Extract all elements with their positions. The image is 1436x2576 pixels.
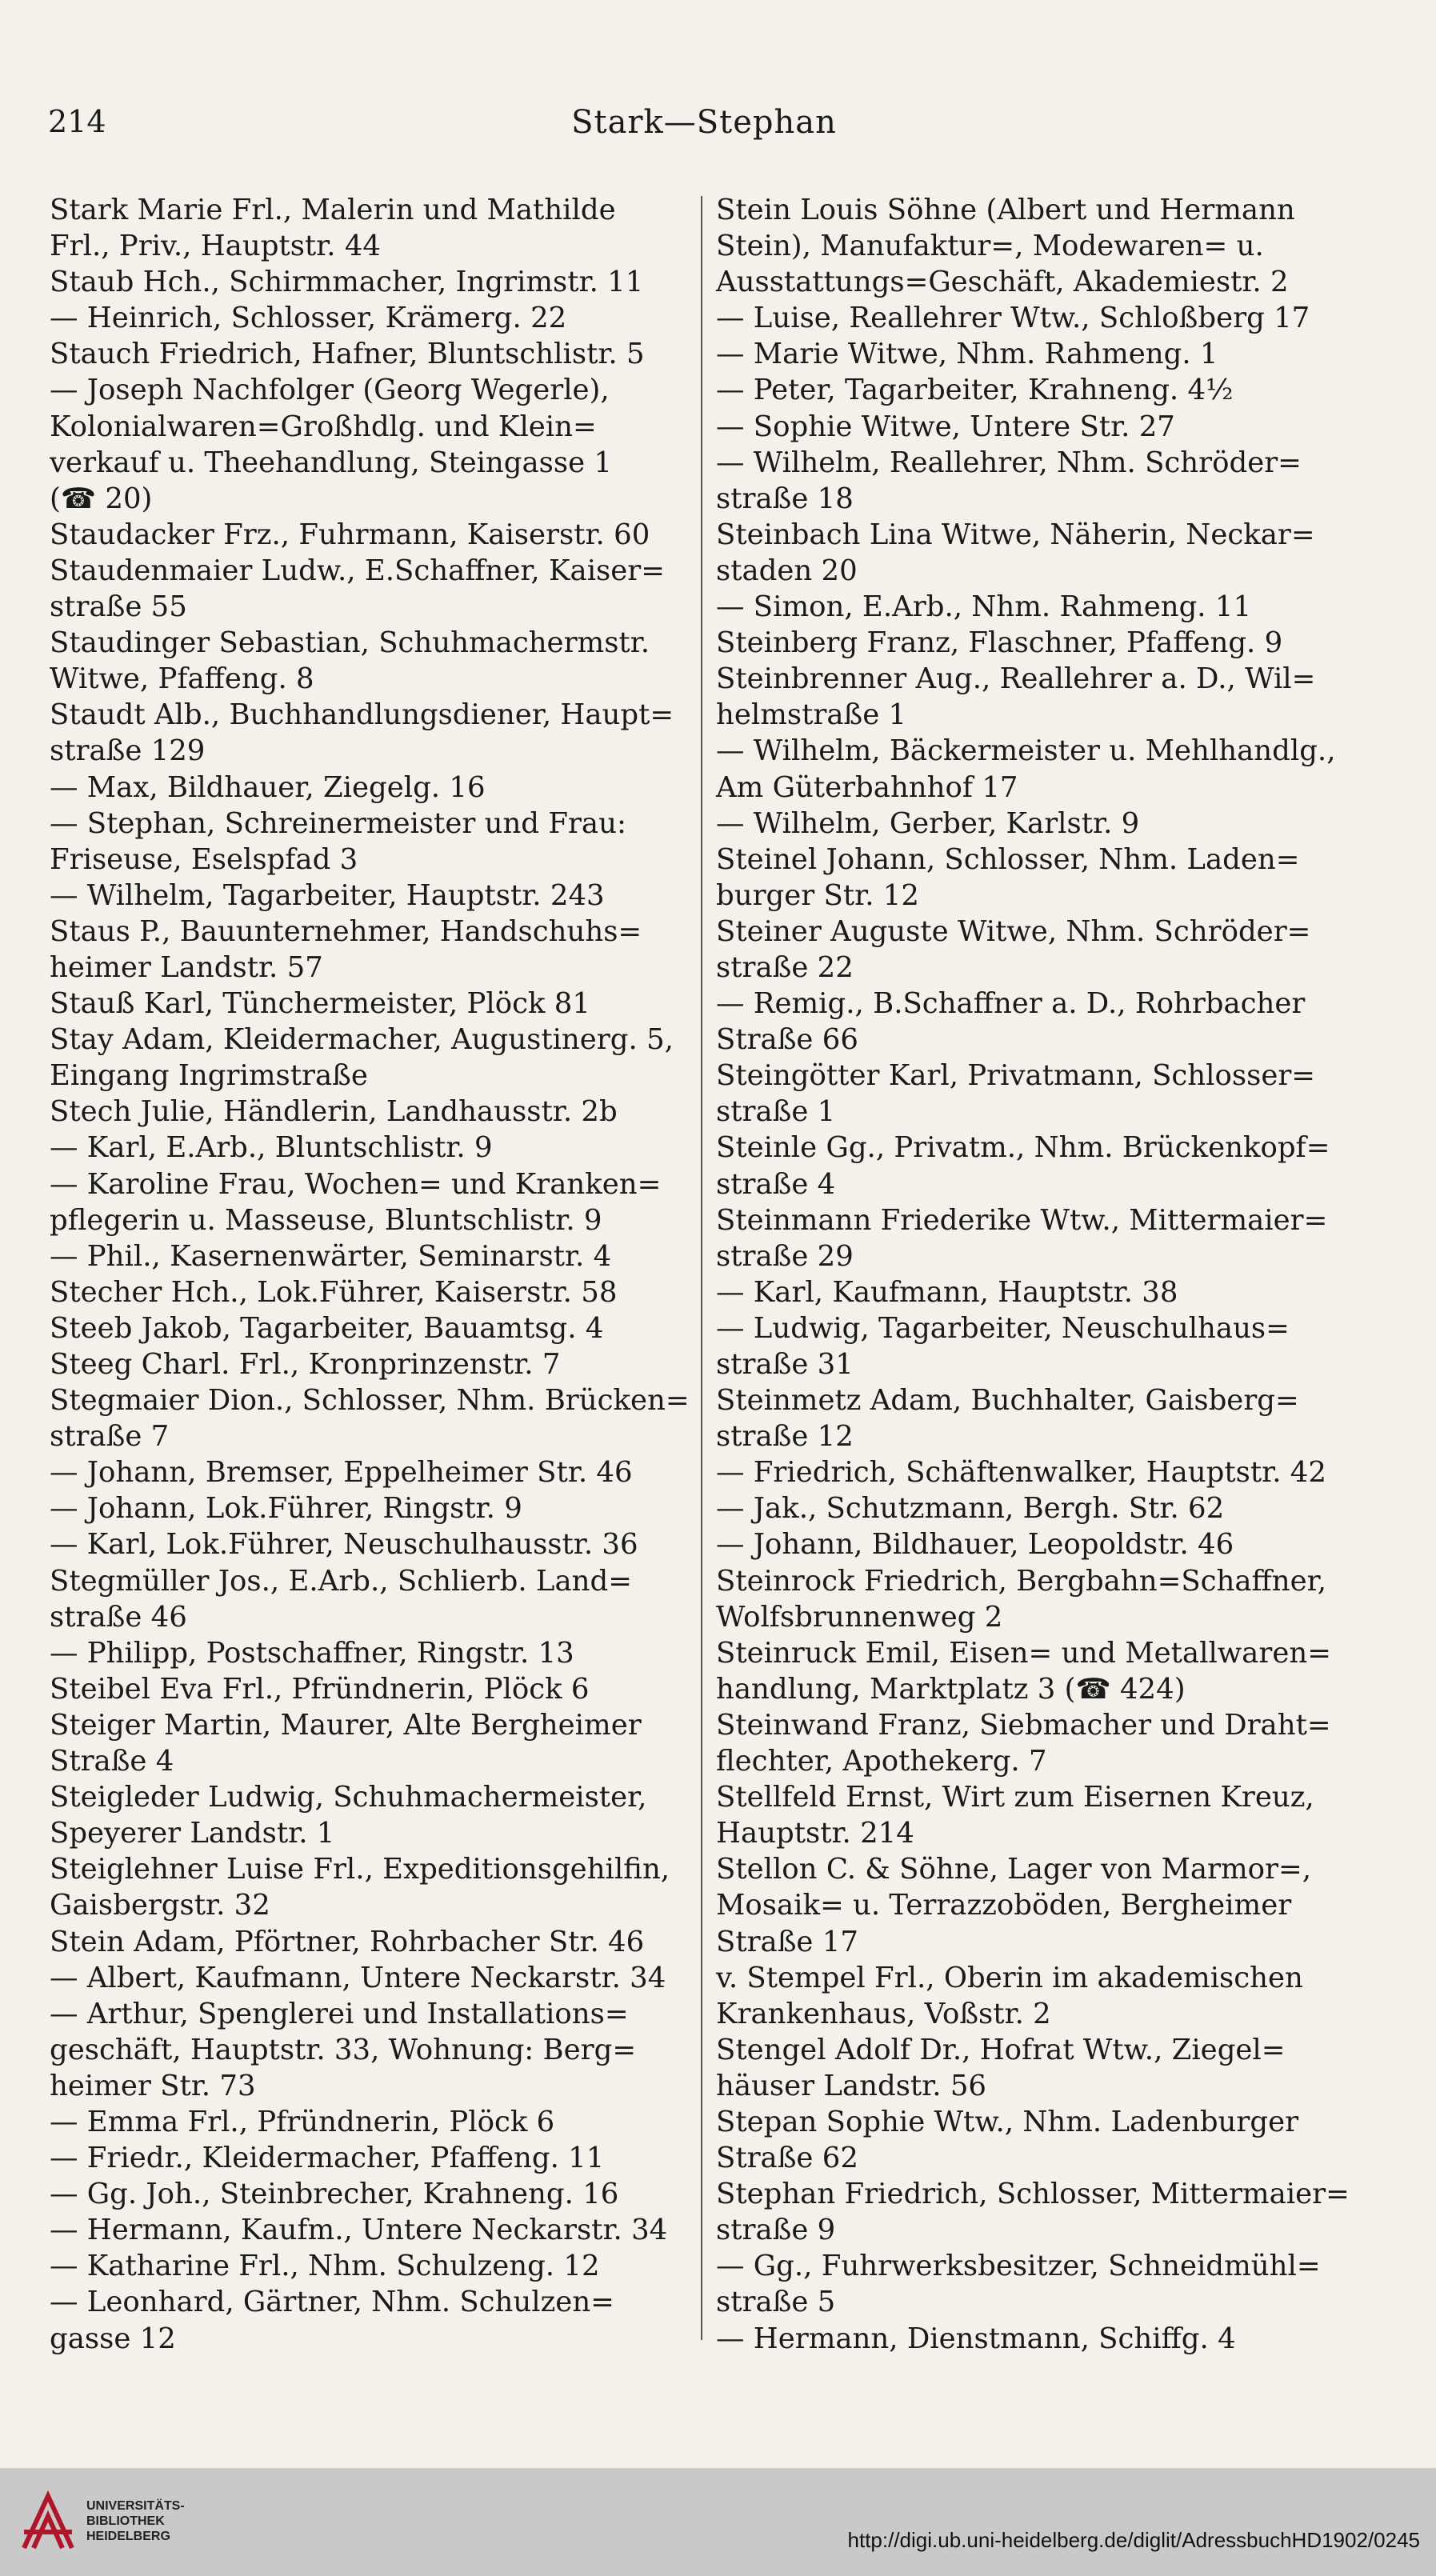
- directory-entry: [716, 1130, 1356, 1202]
- entry-line: handlung, Marktplatz 3 (☎ 424): [716, 1672, 1186, 1706]
- entry-line: — Peter, Tagarbeiter, Krahneng. 4½: [716, 374, 1234, 407]
- entry-line: Steinmann Friederike Wtw., Mittermaier=: [716, 1203, 1328, 1237]
- university-logo-icon: [16, 2484, 80, 2560]
- directory-entry: [716, 2104, 1356, 2176]
- entry-line: Staudacker Frz., Fuhrmann, Kaiserstr. 60: [50, 518, 650, 551]
- entry-line: staden 20: [716, 554, 858, 587]
- directory-entry: [716, 300, 1356, 336]
- directory-entry: [50, 1382, 690, 1454]
- entry-line: Steinel Johann, Schlosser, Nhm. Laden=: [716, 842, 1300, 876]
- entry-line: Staudenmaier Ludw., E.Schaffner, Kaiser=: [50, 554, 665, 587]
- entry-line: — Karl, Kaufmann, Hauptstr. 38: [716, 1275, 1178, 1309]
- entry-line: häuser Landstr. 56: [716, 2069, 986, 2102]
- entry-line: — Friedrich, Schäftenwalker, Hauptstr. 42: [716, 1456, 1326, 1490]
- directory-entry: [50, 1130, 690, 1166]
- entry-line: Am Güterbahnhof 17: [716, 770, 1018, 804]
- directory-entry: [50, 1274, 690, 1310]
- entry-line: Stein Louis Söhne (Albert und Hermann: [716, 194, 1295, 226]
- entry-line: geschäft, Hauptstr. 33, Wohnung: Berg=: [50, 2033, 637, 2066]
- directory-entry: [716, 1526, 1356, 1562]
- entry-line: — Joseph Nachfolger (Georg Wegerle),: [50, 374, 610, 407]
- directory-entry: [716, 445, 1356, 517]
- directory-entry: [50, 1310, 690, 1346]
- entry-line: straße 1: [716, 1095, 836, 1129]
- directory-entry: [50, 192, 690, 264]
- entry-line: Stellfeld Ernst, Wirt zum Eisernen Kreuz,: [716, 1781, 1314, 1814]
- directory-entry: [50, 1490, 690, 1526]
- entry-line: straße 55: [50, 590, 187, 624]
- entry-line: straße 12: [716, 1420, 854, 1454]
- directory-entry: [50, 1851, 690, 1923]
- running-head: Stark—Stephan: [571, 104, 837, 141]
- entry-line: Stark Marie Frl., Malerin und Mathilde: [50, 194, 616, 226]
- directory-entry: [716, 192, 1356, 300]
- library-name: [86, 2498, 185, 2544]
- library-name-line: UNIVERSITÄTS-: [86, 2499, 185, 2513]
- entry-line: — Johann, Bildhauer, Leopoldstr. 46: [716, 1528, 1234, 1562]
- entry-line: burger Str. 12: [716, 878, 919, 912]
- entry-line: helmstraße 1: [716, 698, 907, 732]
- directory-entry: [50, 878, 690, 914]
- directory-entry: [50, 1238, 690, 1274]
- directory-entry: [50, 2104, 690, 2140]
- directory-entry: [50, 914, 690, 986]
- directory-entry: [716, 2176, 1356, 2248]
- directory-entry: [716, 1058, 1356, 1130]
- entry-line: Speyerer Landstr. 1: [50, 1817, 335, 1850]
- directory-entry: [50, 697, 690, 769]
- entry-line: — Emma Frl., Pfründnerin, Plöck 6: [50, 2105, 555, 2138]
- entry-line: — Karl, E.Arb., Bluntschlistr. 9: [50, 1131, 493, 1165]
- entry-line: Straße 66: [716, 1023, 858, 1057]
- entry-line: — Simon, E.Arb., Nhm. Rahmeng. 11: [716, 590, 1252, 624]
- entry-line: Stepan Sophie Wtw., Nhm. Ladenburger: [716, 2105, 1299, 2138]
- directory-entry: [50, 264, 690, 300]
- directory-entry: [716, 661, 1356, 733]
- directory-entry: [716, 2248, 1356, 2320]
- directory-entry: [716, 2321, 1356, 2357]
- footer-bar: [0, 2468, 1436, 2576]
- entry-line: — Friedr., Kleidermacher, Pfaffeng. 11: [50, 2142, 605, 2175]
- directory-entry: [716, 842, 1356, 914]
- directory-entry: [716, 1310, 1356, 1382]
- entry-line: Staudt Alb., Buchhandlungsdiener, Haupt=: [50, 698, 674, 732]
- entry-line: Stecher Hch., Lok.Führer, Kaiserstr. 58: [50, 1275, 618, 1309]
- directory-entry: [716, 733, 1356, 805]
- directory-entry: [50, 806, 690, 878]
- directory-entry: [716, 1563, 1356, 1635]
- entry-line: — Johann, Bremser, Eppelheimer Str. 46: [50, 1456, 633, 1490]
- entry-line: straße 4: [716, 1167, 836, 1201]
- entry-line: Staus P., Bauunternehmer, Handschuhs=: [50, 914, 642, 948]
- directory-entry: [50, 1094, 690, 1130]
- directory-entry: [716, 589, 1356, 625]
- entry-line: heimer Str. 73: [50, 2069, 256, 2102]
- directory-entry: [716, 1779, 1356, 1851]
- entry-line: Steinle Gg., Privatm., Nhm. Brückenkopf=: [716, 1131, 1330, 1165]
- directory-entry: [50, 2248, 690, 2284]
- entry-line: Steinrock Friedrich, Bergbahn=Schaffner,: [716, 1564, 1326, 1598]
- page-number: 214: [48, 104, 106, 139]
- entry-line: pflegerin u. Masseuse, Bluntschlistr. 9: [50, 1203, 602, 1237]
- entry-line: Staudinger Sebastian, Schuhmachermstr.: [50, 626, 650, 660]
- entry-line: Mosaik= u. Terrazzoböden, Bergheimer: [716, 1889, 1292, 1922]
- directory-entry: [50, 1563, 690, 1635]
- entry-line: — Stephan, Schreinermeister und Frau:: [50, 806, 626, 840]
- directory-entry: [716, 1960, 1356, 2032]
- directory-entry: [716, 409, 1356, 445]
- entry-line: Steinmetz Adam, Buchhalter, Gaisberg=: [716, 1384, 1299, 1418]
- entry-line: straße 129: [50, 734, 206, 768]
- directory-entry: [716, 372, 1356, 408]
- entry-line: Steiglehner Luise Frl., Expeditionsgehilfin,: [50, 1853, 670, 1886]
- entry-line: straße 7: [50, 1420, 170, 1454]
- directory-entry: [50, 986, 690, 1022]
- directory-entry: [50, 336, 690, 372]
- directory-entry: [50, 1671, 690, 1707]
- entry-line: straße 18: [716, 482, 854, 515]
- directory-entry: [50, 1996, 690, 2104]
- directory-entry: [716, 806, 1356, 842]
- library-name-line: BIBLIOTHEK: [86, 2514, 165, 2528]
- entry-line: Stein Adam, Pförtner, Rohrbacher Str. 46: [50, 1925, 645, 1958]
- directory-entry: [716, 1707, 1356, 1779]
- directory-entry: [716, 1851, 1356, 1959]
- entry-line: — Marie Witwe, Nhm. Rahmeng. 1: [716, 338, 1218, 371]
- entry-line: — Johann, Lok.Führer, Ringstr. 9: [50, 1492, 522, 1526]
- entry-line: Kolonialwaren=Großhdlg. und Klein=: [50, 410, 597, 443]
- directory-entry: [50, 625, 690, 697]
- directory-entry: [50, 1022, 690, 1094]
- directory-entry: [50, 1526, 690, 1562]
- directory-entry: [716, 517, 1356, 589]
- entry-line: straße 29: [716, 1239, 854, 1273]
- entry-line: Stengel Adolf Dr., Hofrat Wtw., Ziegel=: [716, 2033, 1286, 2066]
- right-column: [716, 192, 1356, 2357]
- entry-line: — Arthur, Spenglerei und Installations=: [50, 1997, 629, 2030]
- entry-line: — Sophie Witwe, Untere Str. 27: [716, 410, 1175, 443]
- entry-line: Stegmüller Jos., E.Arb., Schlierb. Land=: [50, 1564, 632, 1598]
- entry-line: Steigleder Ludwig, Schuhmachermeister,: [50, 1781, 647, 1814]
- directory-entry: [50, 2176, 690, 2212]
- directory-entry: [50, 300, 690, 336]
- entry-line: Stellon C. & Söhne, Lager von Marmor=,: [716, 1853, 1311, 1886]
- entry-line: — Karoline Frau, Wochen= und Kranken=: [50, 1167, 662, 1201]
- directory-entry: [50, 1346, 690, 1382]
- entry-line: Stegmaier Dion., Schlosser, Nhm. Brücken=: [50, 1384, 690, 1418]
- entry-line: Straße 4: [50, 1745, 174, 1778]
- entry-line: (☎ 20): [50, 482, 153, 515]
- entry-line: — Jak., Schutzmann, Bergh. Str. 62: [716, 1492, 1225, 1526]
- entry-line: — Katharine Frl., Nhm. Schulzeng. 12: [50, 2250, 600, 2283]
- entry-line: Eingang Ingrimstraße: [50, 1059, 368, 1093]
- directory-entry: [716, 625, 1356, 661]
- entry-line: — Wilhelm, Tagarbeiter, Hauptstr. 243: [50, 878, 605, 912]
- directory-entry: [50, 1960, 690, 1996]
- entry-line: — Hermann, Kaufm., Untere Neckarstr. 34: [50, 2214, 668, 2247]
- directory-entry: [716, 2032, 1356, 2104]
- entry-line: Steingötter Karl, Privatmann, Schlosser=: [716, 1059, 1316, 1093]
- directory-entry: [50, 1707, 690, 1779]
- entry-line: Stauß Karl, Tünchermeister, Plöck 81: [50, 987, 590, 1021]
- entry-line: Steinberg Franz, Flaschner, Pfaffeng. 9: [716, 626, 1283, 660]
- entry-line: — Wilhelm, Bäckermeister u. Mehlhandlg.,: [716, 734, 1336, 768]
- directory-entry: [716, 1635, 1356, 1707]
- entry-line: — Wilhelm, Gerber, Karlstr. 9: [716, 806, 1140, 840]
- entry-line: — Ludwig, Tagarbeiter, Neuschulhaus=: [716, 1311, 1290, 1345]
- entry-line: Straße 17: [716, 1925, 858, 1958]
- entry-line: Friseuse, Eselspfad 3: [50, 842, 358, 876]
- entry-line: Krankenhaus, Voßstr. 2: [716, 1997, 1051, 2030]
- entry-line: — Wilhelm, Reallehrer, Nhm. Schröder=: [716, 446, 1302, 479]
- directory-entry: [50, 1454, 690, 1490]
- entry-line: straße 5: [716, 2286, 836, 2319]
- entry-line: Hauptstr. 214: [716, 1817, 914, 1850]
- entry-line: Frl., Priv., Hauptstr. 44: [50, 230, 381, 263]
- entry-line: Steiger Martin, Maurer, Alte Bergheimer: [50, 1708, 642, 1742]
- directory-entry: [716, 1274, 1356, 1310]
- entry-line: Gaisbergstr. 32: [50, 1889, 270, 1922]
- entry-line: Straße 62: [716, 2142, 858, 2175]
- page-header: [48, 96, 1360, 144]
- entry-line: Steinwand Franz, Siebmacher und Draht=: [716, 1708, 1331, 1742]
- directory-entry: [716, 1382, 1356, 1454]
- directory-entry: [50, 2284, 690, 2356]
- entry-line: — Albert, Kaufmann, Untere Neckarstr. 34: [50, 1961, 666, 1994]
- entry-line: verkauf u. Theehandlung, Steingasse 1: [50, 446, 612, 479]
- directory-entry: [716, 336, 1356, 372]
- entry-line: Witwe, Pfaffeng. 8: [50, 662, 314, 696]
- directory-entry: [50, 770, 690, 806]
- entry-line: Steinbrenner Aug., Reallehrer a. D., Wil=: [716, 662, 1316, 696]
- entry-line: — Hermann, Dienstmann, Schiffg. 4: [716, 2322, 1236, 2355]
- entry-line: Staub Hch., Schirmmacher, Ingrimstr. 11: [50, 266, 644, 299]
- entry-line: — Karl, Lok.Führer, Neuschulhausstr. 36: [50, 1528, 638, 1562]
- directory-entry: [50, 372, 690, 516]
- directory-entry: [716, 1490, 1356, 1526]
- entry-line: straße 31: [716, 1348, 854, 1381]
- entry-line: heimer Landstr. 57: [50, 950, 323, 984]
- entry-line: Wolfsbrunnenweg 2: [716, 1600, 1003, 1634]
- entry-line: — Remig., B.Schaffner a. D., Rohrbacher: [716, 987, 1306, 1021]
- entry-line: flechter, Apothekerg. 7: [716, 1745, 1047, 1778]
- entry-line: Steeg Charl. Frl., Kronprinzenstr. 7: [50, 1348, 561, 1381]
- entry-line: — Philipp, Postschaffner, Ringstr. 13: [50, 1636, 574, 1670]
- entry-line: Stech Julie, Händlerin, Landhausstr. 2b: [50, 1095, 618, 1129]
- entry-line: — Gg., Fuhrwerksbesitzer, Schneidmühl=: [716, 2250, 1321, 2283]
- directory-entry: [50, 1635, 690, 1671]
- entry-line: Steinruck Emil, Eisen= und Metallwaren=: [716, 1636, 1331, 1670]
- directory-entry: [716, 1202, 1356, 1274]
- left-column: [50, 192, 690, 2357]
- library-name-line: HEIDELBERG: [86, 2530, 170, 2543]
- entry-line: Steeb Jakob, Tagarbeiter, Bauamtsg. 4: [50, 1311, 604, 1345]
- directory-entry: [716, 986, 1356, 1058]
- entry-line: Steibel Eva Frl., Pfründnerin, Plöck 6: [50, 1672, 590, 1706]
- entry-line: Stay Adam, Kleidermacher, Augustinerg. 5,: [50, 1023, 674, 1057]
- entry-line: Stein), Manufaktur=, Modewaren= u.: [716, 230, 1264, 263]
- entry-line: straße 9: [716, 2214, 836, 2247]
- source-url-link[interactable]: http://digi.ub.uni-heidelberg.de/diglit/AdressbuchHD1902/0245: [847, 2528, 1420, 2552]
- directory-entry: [50, 2140, 690, 2176]
- entry-line: — Luise, Reallehrer Wtw., Schloßberg 17: [716, 302, 1310, 335]
- directory-entry: [50, 1779, 690, 1851]
- directory-entry: [716, 914, 1356, 986]
- directory-entry: [50, 1924, 690, 1960]
- entry-line: — Heinrich, Schlosser, Krämerg. 22: [50, 302, 567, 335]
- directory-entry: [50, 517, 690, 553]
- directory-entry: [50, 553, 690, 625]
- directory-entry: [50, 2212, 690, 2248]
- entry-line: Stephan Friedrich, Schlosser, Mittermaier=: [716, 2178, 1350, 2211]
- entry-line: — Gg. Joh., Steinbrecher, Krahneng. 16: [50, 2178, 619, 2211]
- entry-line: Ausstattungs=Geschäft, Akademiestr. 2: [716, 266, 1289, 299]
- column-divider: [701, 196, 702, 2340]
- entry-line: gasse 12: [50, 2322, 176, 2355]
- entry-line: — Phil., Kasernenwärter, Seminarstr. 4: [50, 1239, 612, 1273]
- entry-line: Steiner Auguste Witwe, Nhm. Schröder=: [716, 914, 1311, 948]
- entry-line: straße 46: [50, 1600, 187, 1634]
- entry-line: Stauch Friedrich, Hafner, Bluntschlistr. 5: [50, 338, 645, 371]
- entry-line: — Leonhard, Gärtner, Nhm. Schulzen=: [50, 2286, 614, 2319]
- entry-line: v. Stempel Frl., Oberin im akademischen: [716, 1961, 1303, 1994]
- directory-entry: [50, 1166, 690, 1238]
- directory-entry: [716, 1454, 1356, 1490]
- entry-line: straße 22: [716, 950, 854, 984]
- entry-line: — Max, Bildhauer, Ziegelg. 16: [50, 770, 486, 804]
- entry-line: Steinbach Lina Witwe, Näherin, Neckar=: [716, 518, 1315, 551]
